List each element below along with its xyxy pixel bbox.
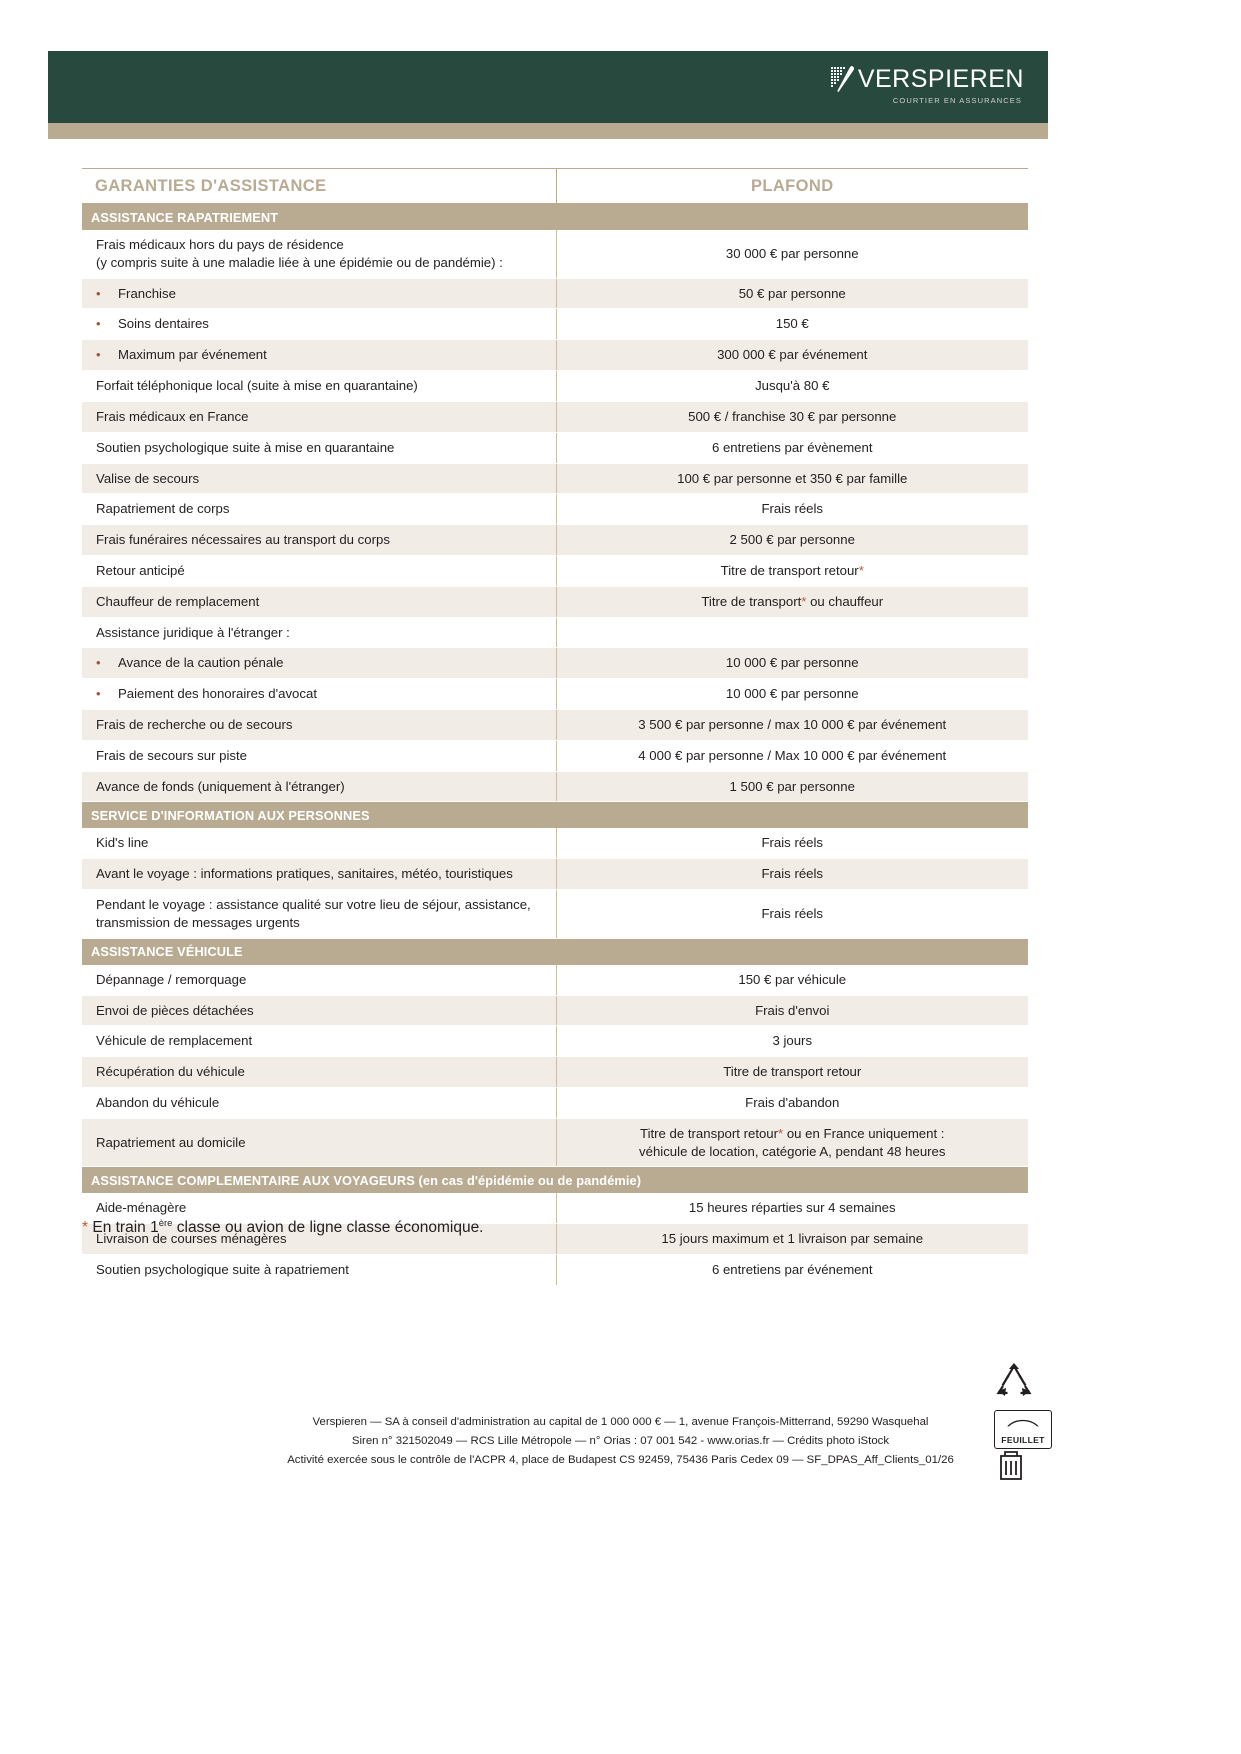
section-header-row [82, 802, 1028, 829]
row-value-text: 30 000 € par personne [725, 245, 859, 261]
row-value-text: Frais d'envoi [755, 1002, 830, 1018]
row-label [82, 555, 556, 586]
row-label [82, 230, 556, 278]
row-label-text: Récupération du véhicule [96, 1064, 245, 1080]
column-header-garanties: GARANTIES D'ASSISTANCE [82, 169, 556, 204]
table-row [82, 1057, 1028, 1088]
row-label [82, 309, 556, 340]
section-header-row [82, 938, 1028, 965]
row-value-text: Frais réels [761, 905, 824, 921]
feuillet-label: FEUILLET [1001, 1435, 1045, 1445]
footnote [82, 1218, 484, 1237]
row-value [556, 710, 1028, 741]
row-label-text: Rapatriement au domicile [96, 1134, 246, 1150]
row-label [82, 828, 556, 858]
table-row [82, 230, 1028, 278]
row-value-text: 300 000 € par événement [717, 347, 868, 363]
section-header-row [82, 204, 1028, 231]
row-label [82, 525, 556, 556]
row-value-text: 150 € par véhicule [738, 971, 847, 987]
row-label [82, 371, 556, 402]
page-footer [0, 1413, 1241, 1469]
row-label-text: (y compris suite à une maladie liée à une épidémie ou de pandémie) : [96, 254, 503, 270]
row-value [556, 859, 1028, 890]
row-label-text: Soins dentaires [118, 316, 209, 332]
asterisk-marker: * [858, 562, 864, 578]
table-row [82, 401, 1028, 432]
row-label-text: Frais funéraires nécessaires au transport du corps [96, 532, 390, 548]
row-value [556, 494, 1028, 525]
table-row [82, 586, 1028, 617]
row-value-text: 10 000 € par personne [725, 686, 859, 702]
row-value-text: 3 jours [772, 1033, 813, 1049]
table-row [82, 494, 1028, 525]
table-header-row [82, 169, 1028, 204]
row-label [82, 648, 556, 679]
row-value [556, 309, 1028, 340]
table-row [82, 309, 1028, 340]
row-value [556, 1193, 1028, 1223]
logo-row [830, 65, 1024, 93]
row-value [556, 555, 1028, 586]
row-label-text: Frais médicaux en France [96, 408, 249, 424]
section-title: ASSISTANCE VÉHICULE [82, 938, 1028, 965]
table-row [82, 771, 1028, 802]
row-label [82, 740, 556, 771]
row-label-text: Envoi de pièces détachées [96, 1002, 254, 1018]
row-value-text: Titre de transport retour [723, 1064, 862, 1080]
row-label-text: Aide-ménagère [96, 1200, 187, 1216]
row-value [556, 401, 1028, 432]
verspieren-mark-icon [830, 65, 856, 93]
footnote-superscript: ère [158, 1218, 173, 1229]
row-value-text: 6 entretiens par événement [711, 1262, 873, 1277]
row-value-text: 100 € par personne et 350 € par famille [677, 470, 908, 486]
guarantees-table-body [82, 169, 1028, 1286]
row-label-text: Livraison de courses ménagères [96, 1231, 287, 1247]
bullet-icon: • [96, 655, 101, 671]
row-label [82, 995, 556, 1026]
table-row [82, 965, 1028, 995]
table-row [82, 432, 1028, 463]
row-label [82, 1087, 556, 1118]
row-value [556, 828, 1028, 858]
row-label [82, 432, 556, 463]
row-value-text: Titre de transport retour* [720, 562, 864, 578]
footnote-text-after: classe ou avion de ligne classe économique. [172, 1219, 484, 1237]
row-value [556, 648, 1028, 679]
row-label [82, 679, 556, 710]
row-label [82, 494, 556, 525]
mobius-recycle-icon [994, 1360, 1034, 1400]
row-label [82, 401, 556, 432]
row-label-text: Pendant le voyage : assistance qualité sur votre lieu de séjour, assistance, transmission de messages urgents [96, 897, 531, 930]
row-value-text: 4 000 € par personne / Max 10 000 € par événement [638, 747, 947, 763]
row-label-text: Kid's line [96, 835, 149, 851]
section-title: ASSISTANCE COMPLEMENTAIRE AUX VOYAGEURS (en cas d'épidémie ou de pandémie) [82, 1167, 1028, 1194]
row-value [556, 890, 1028, 939]
footnote-text-before: En train 1 [88, 1219, 159, 1237]
section-title: ASSISTANCE RAPATRIEMENT [82, 204, 1028, 231]
row-value [556, 278, 1028, 309]
table-row [82, 463, 1028, 494]
row-label [82, 710, 556, 741]
table-row [82, 740, 1028, 771]
table-row [82, 828, 1028, 858]
row-value-text: 10 000 € par personne [725, 655, 859, 671]
row-value [556, 1087, 1028, 1118]
row-value [556, 525, 1028, 556]
row-label-text: Frais médicaux hors du pays de résidence [96, 237, 344, 252]
table-row [82, 1255, 1028, 1286]
row-label [82, 278, 556, 309]
row-value-text: véhicule de location, catégorie A, pendant 48 heures [639, 1143, 946, 1159]
table-row [82, 859, 1028, 890]
footer-line-3: Activité exercée sous le contrôle de l'ACPR 4, place de Budapest CS 92459, 75436 Paris Cedex 09 — SF_DPAS_Aff_Clients_01/26 [287, 1453, 954, 1466]
row-label [82, 340, 556, 371]
row-label [82, 617, 556, 648]
row-value [556, 1026, 1028, 1057]
section-header-row [82, 1167, 1028, 1194]
row-value-text: Jusqu'à 80 € [755, 378, 830, 394]
row-label-text: Avance de fonds (uniquement à l'étranger) [96, 778, 345, 794]
row-label-text: Dépannage / remorquage [96, 971, 247, 987]
row-label-text: Chauffeur de remplacement [96, 593, 260, 609]
row-value-text: 3 500 € par personne / max 10 000 € par événement [638, 717, 947, 732]
row-label-text: Valise de secours [96, 470, 200, 486]
row-label [82, 965, 556, 995]
row-label [82, 586, 556, 617]
row-label [82, 890, 556, 939]
bullet-icon: • [96, 316, 101, 332]
column-header-plafond: PLAFOND [556, 169, 1028, 204]
row-value-text: Titre de transport* ou chauffeur [701, 593, 884, 609]
row-label [82, 463, 556, 494]
row-value-text: 1 500 € par personne [729, 778, 855, 794]
footnote-star: * [82, 1219, 89, 1237]
guarantees-table [82, 168, 1028, 1286]
bullet-icon: • [96, 285, 101, 301]
table-row [82, 1118, 1028, 1167]
row-label [82, 771, 556, 802]
row-value-text: 50 € par personne [738, 285, 846, 301]
table-row [82, 278, 1028, 309]
row-value-text: Frais réels [761, 835, 824, 851]
bullet-icon: • [96, 347, 101, 363]
row-value [556, 965, 1028, 995]
row-label [82, 1057, 556, 1088]
row-label [82, 1026, 556, 1057]
table-row [82, 1026, 1028, 1057]
table-row [82, 679, 1028, 710]
row-value-text: 2 500 € par personne [729, 532, 855, 548]
table-row [82, 710, 1028, 741]
row-value [556, 679, 1028, 710]
table-row [82, 648, 1028, 679]
row-value [556, 617, 1028, 648]
row-label-text: Forfait téléphonique local (suite à mise en quarantaine) [96, 378, 418, 394]
row-value [556, 1255, 1028, 1286]
row-value [556, 740, 1028, 771]
row-value-text: 15 jours maximum et 1 livraison par semaine [661, 1231, 924, 1247]
row-value-text: Titre de transport retour* ou en France uniquement : [640, 1125, 945, 1141]
row-value [556, 432, 1028, 463]
row-label-text: Véhicule de remplacement [96, 1033, 253, 1049]
row-label-text: Avance de la caution pénale [118, 655, 284, 671]
row-value [556, 586, 1028, 617]
footer-line-2: Siren n° 321502049 — RCS Lille Métropole — n° Orias : 07 001 542 - www.orias.fr — Crédits photo iStock [351, 1434, 890, 1447]
row-label-text: Abandon du véhicule [96, 1094, 220, 1110]
table-row [82, 1087, 1028, 1118]
bullet-icon: • [96, 686, 101, 702]
logo-wordmark: VERSPIEREN [857, 64, 1024, 93]
row-label-text: Rapatriement de corps [96, 501, 230, 517]
row-label-text: Franchise [118, 285, 176, 301]
row-value [556, 463, 1028, 494]
row-value [556, 1057, 1028, 1088]
row-value-text: 500 € / franchise 30 € par personne [688, 408, 897, 424]
table-row [82, 995, 1028, 1026]
asterisk-marker: * [801, 593, 807, 609]
asterisk-marker: * [778, 1125, 784, 1141]
row-label [82, 1118, 556, 1167]
row-label [82, 1255, 556, 1286]
row-label-text: Retour anticipé [96, 562, 185, 578]
table-row [82, 525, 1028, 556]
verspieren-logo [830, 65, 1024, 105]
table-row [82, 555, 1028, 586]
row-value [556, 771, 1028, 802]
row-value-text: Frais réels [761, 866, 824, 882]
row-value [556, 371, 1028, 402]
footer-line-1: Verspieren — SA à conseil d'administration au capital de 1 000 000 € — 1, avenue François-Mitterrand, 59290 Wasquehal [312, 1416, 929, 1428]
row-value [556, 1118, 1028, 1167]
row-label-text: Paiement des honoraires d'avocat [118, 686, 317, 702]
row-value [556, 340, 1028, 371]
logo-tagline: COURTIER EN ASSURANCES [892, 96, 1022, 105]
row-value [556, 230, 1028, 278]
row-value-text: Frais réels [761, 501, 824, 517]
row-label-text: Assistance juridique à l'étranger : [96, 624, 290, 640]
row-value-text: 150 € [775, 316, 809, 332]
row-label-text: Frais de secours sur piste [96, 747, 247, 763]
table-row [82, 340, 1028, 371]
row-value-text: Frais d'abandon [745, 1094, 840, 1110]
row-label [82, 859, 556, 890]
table-row [82, 617, 1028, 648]
row-value-text: 6 entretiens par évènement [711, 439, 873, 455]
row-label-text: Soutien psychologique suite à rapatriement [96, 1262, 349, 1277]
row-value [556, 1224, 1028, 1255]
table-row [82, 371, 1028, 402]
table-row [82, 890, 1028, 939]
row-value-text: 15 heures réparties sur 4 semaines [688, 1200, 896, 1216]
row-label-text: Maximum par événement [118, 347, 267, 363]
row-label-text: Frais de recherche ou de secours [96, 717, 293, 732]
header-banner [48, 51, 1048, 123]
row-label-text: Soutien psychologique suite à mise en quarantaine [96, 439, 395, 455]
section-title: SERVICE D'INFORMATION AUX PERSONNES [82, 802, 1028, 829]
row-value [556, 995, 1028, 1026]
header-accent-rule [48, 123, 1048, 139]
row-label-text: Avant le voyage : informations pratiques, sanitaires, météo, touristiques [96, 866, 513, 882]
